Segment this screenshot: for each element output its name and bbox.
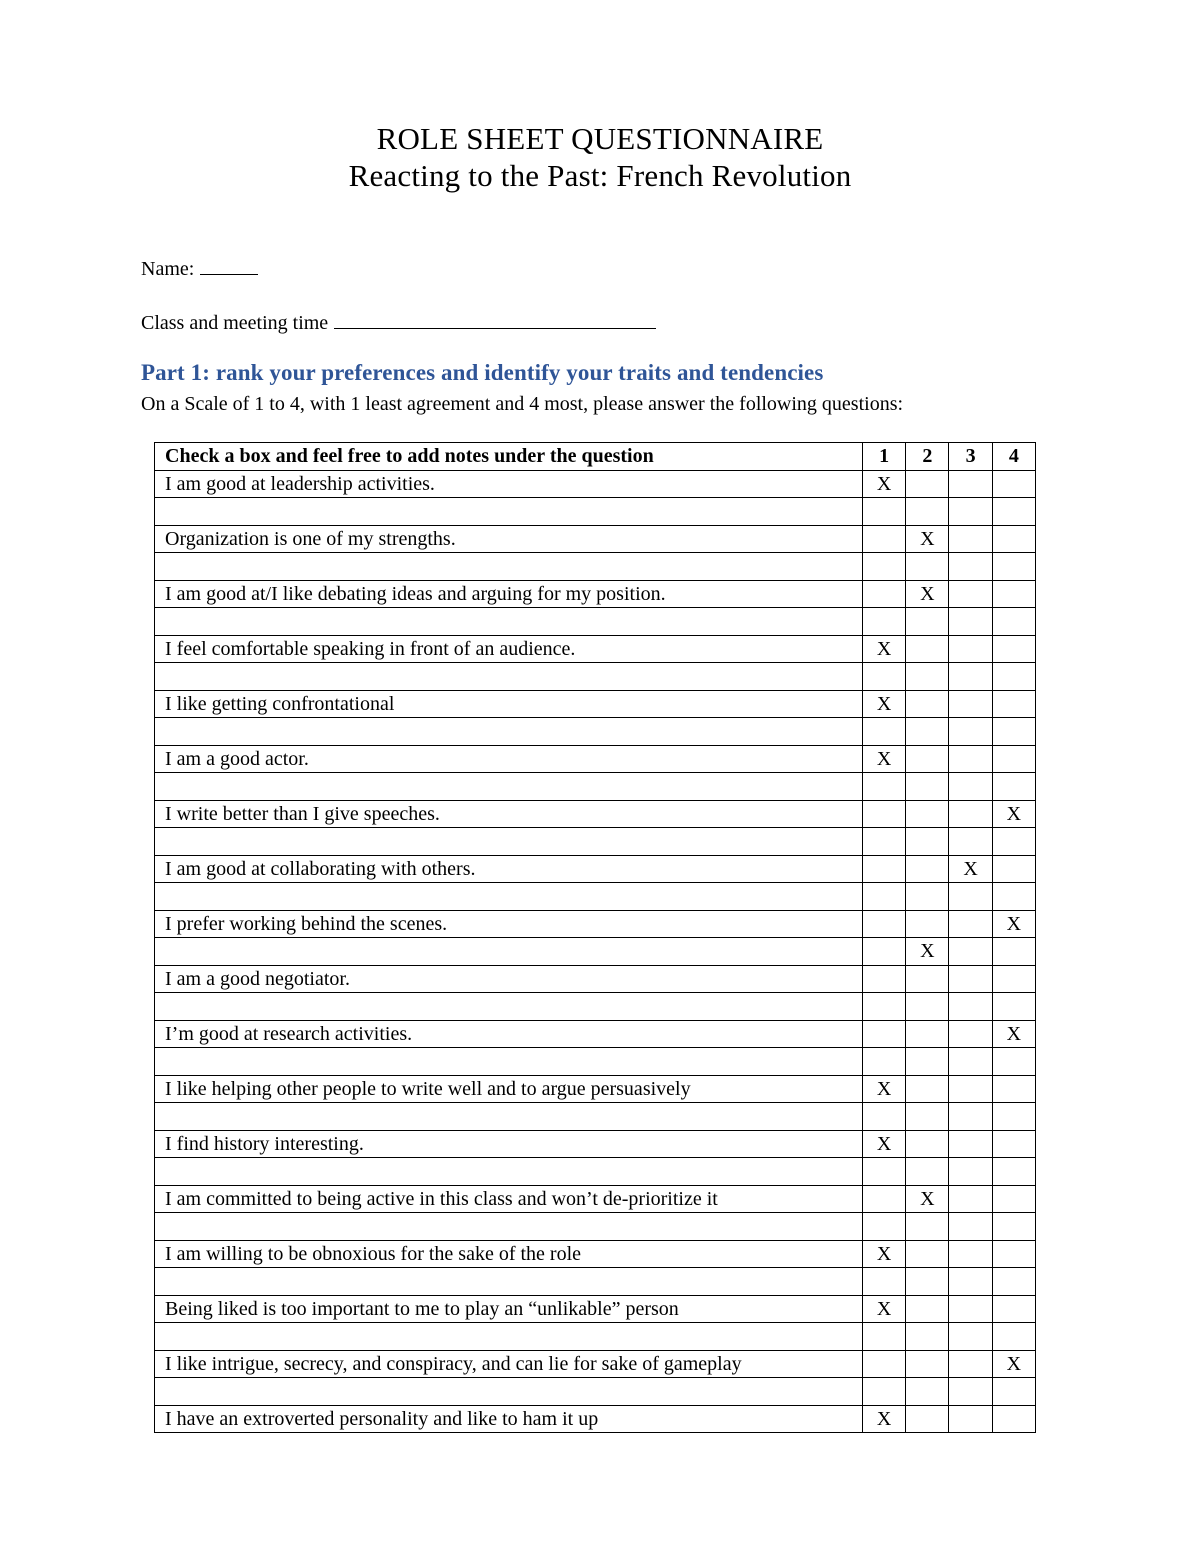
rating-cell-4[interactable]: [992, 580, 1035, 608]
rating-cell-1[interactable]: [863, 855, 906, 883]
rating-cell-3[interactable]: [949, 1405, 992, 1433]
notes-row: [155, 1048, 1036, 1076]
notes-row: [155, 1103, 1036, 1131]
notes-cell[interactable]: [155, 828, 863, 856]
rating-cell-2[interactable]: [906, 1130, 949, 1158]
notes-row: [155, 938, 1036, 966]
rating-cell-3[interactable]: [949, 993, 992, 1021]
notes-row: [155, 1378, 1036, 1406]
rating-cell-4[interactable]: [992, 470, 1035, 498]
rating-cell-1[interactable]: [863, 828, 906, 856]
rating-cell-1[interactable]: [863, 773, 906, 801]
rating-cell-4[interactable]: [992, 635, 1035, 663]
rating-cell-1[interactable]: [863, 993, 906, 1021]
rating-cell-2[interactable]: [906, 1295, 949, 1323]
rating-cell-3[interactable]: [949, 1075, 992, 1103]
notes-cell[interactable]: [155, 608, 863, 636]
rating-cell-1[interactable]: [863, 1268, 906, 1296]
rating-cell-2[interactable]: [906, 498, 949, 526]
header-col-4: 4: [992, 443, 1035, 471]
question-row: [155, 800, 1036, 828]
rating-cell-4[interactable]: [992, 1158, 1035, 1186]
rating-cell-3[interactable]: [949, 745, 992, 773]
rating-cell-3[interactable]: [949, 1295, 992, 1323]
question-text: I am good at leadership activities.: [155, 470, 863, 498]
notes-row: [155, 718, 1036, 746]
rating-cell-3[interactable]: [949, 498, 992, 526]
notes-cell[interactable]: [155, 883, 863, 911]
notes-row: [155, 993, 1036, 1021]
question-text: Organization is one of my strengths.: [155, 525, 863, 553]
notes-row: [155, 498, 1036, 526]
rating-cell-2[interactable]: [906, 1378, 949, 1406]
rating-cell-1[interactable]: [863, 1378, 906, 1406]
question-text: I am good at collaborating with others.: [155, 855, 863, 883]
rating-cell-1[interactable]: [863, 525, 906, 553]
question-row: [155, 1350, 1036, 1378]
rating-cell-2[interactable]: [906, 1103, 949, 1131]
rating-cell-3[interactable]: X: [949, 855, 992, 883]
rating-cell-3[interactable]: [949, 1185, 992, 1213]
rating-cell-3[interactable]: [949, 635, 992, 663]
rating-cell-3[interactable]: [949, 690, 992, 718]
question-text: I find history interesting.: [155, 1130, 863, 1158]
notes-cell[interactable]: [155, 553, 863, 581]
question-row: [155, 855, 1036, 883]
rating-cell-2[interactable]: [906, 690, 949, 718]
rating-cell-1[interactable]: X: [863, 1130, 906, 1158]
question-text: I am a good negotiator.: [155, 965, 863, 993]
name-label: Name:: [141, 258, 195, 280]
rating-cell-4[interactable]: X: [992, 800, 1035, 828]
header-question: Check a box and feel free to add notes under the question: [155, 443, 863, 471]
rating-cell-1[interactable]: X: [863, 470, 906, 498]
rating-cell-3[interactable]: [949, 553, 992, 581]
notes-row: [155, 1323, 1036, 1351]
rating-cell-2[interactable]: [906, 773, 949, 801]
notes-cell[interactable]: [155, 498, 863, 526]
rating-cell-1[interactable]: [863, 910, 906, 938]
rating-cell-2[interactable]: [906, 1020, 949, 1048]
question-text: I am a good actor.: [155, 745, 863, 773]
notes-row: [155, 773, 1036, 801]
rating-cell-1[interactable]: [863, 883, 906, 911]
rating-cell-4[interactable]: [992, 498, 1035, 526]
rating-cell-1[interactable]: [863, 1048, 906, 1076]
rating-cell-3[interactable]: [949, 773, 992, 801]
rating-cell-4[interactable]: [992, 608, 1035, 636]
rating-cell-4[interactable]: X: [992, 1350, 1035, 1378]
rating-cell-2[interactable]: [906, 553, 949, 581]
question-row: [155, 910, 1036, 938]
rating-cell-1[interactable]: [863, 663, 906, 691]
rating-cell-1[interactable]: X: [863, 1240, 906, 1268]
rating-cell-4[interactable]: [992, 553, 1035, 581]
rating-cell-2[interactable]: [906, 1268, 949, 1296]
rating-cell-2[interactable]: X: [906, 525, 949, 553]
rating-cell-3[interactable]: [949, 1268, 992, 1296]
rating-cell-2[interactable]: [906, 828, 949, 856]
notes-row: [155, 608, 1036, 636]
name-blank-line[interactable]: [200, 256, 258, 275]
rating-cell-3[interactable]: [949, 1240, 992, 1268]
rating-cell-2[interactable]: [906, 663, 949, 691]
question-row: [155, 745, 1036, 773]
notes-cell[interactable]: [155, 1103, 863, 1131]
question-text: I feel comfortable speaking in front of an audience.: [155, 635, 863, 663]
question-row: [155, 1020, 1036, 1048]
rating-cell-4[interactable]: [992, 993, 1035, 1021]
question-row: [155, 1295, 1036, 1323]
question-row: [155, 1130, 1036, 1158]
question-row: [155, 525, 1036, 553]
rating-cell-1[interactable]: X: [863, 690, 906, 718]
rating-cell-1[interactable]: [863, 1323, 906, 1351]
rating-cell-4[interactable]: [992, 883, 1035, 911]
rating-cell-3[interactable]: [949, 1020, 992, 1048]
rating-cell-2[interactable]: [906, 855, 949, 883]
rating-cell-1[interactable]: [863, 1185, 906, 1213]
rating-cell-1[interactable]: X: [863, 745, 906, 773]
question-text: I’m good at research activities.: [155, 1020, 863, 1048]
rating-cell-3[interactable]: [949, 1323, 992, 1351]
rating-cell-1[interactable]: [863, 938, 906, 966]
rating-cell-2[interactable]: [906, 1350, 949, 1378]
rating-cell-3[interactable]: [949, 1378, 992, 1406]
rating-cell-4[interactable]: X: [992, 1020, 1035, 1048]
question-text: I am good at/I like debating ideas and arguing for my position.: [155, 580, 863, 608]
rating-cell-3[interactable]: [949, 470, 992, 498]
rating-cell-3[interactable]: [949, 1350, 992, 1378]
rating-cell-4[interactable]: [992, 718, 1035, 746]
rating-cell-1[interactable]: [863, 800, 906, 828]
rating-cell-2[interactable]: [906, 470, 949, 498]
rating-cell-4[interactable]: [992, 690, 1035, 718]
header-col-3: 3: [949, 443, 992, 471]
rating-cell-2[interactable]: [906, 993, 949, 1021]
question-row: [155, 690, 1036, 718]
notes-cell[interactable]: [155, 718, 863, 746]
notes-row: [155, 1158, 1036, 1186]
document-subtitle: Reacting to the Past: French Revolution: [348, 158, 852, 193]
rating-cell-3[interactable]: [949, 938, 992, 966]
notes-cell[interactable]: [155, 1048, 863, 1076]
notes-cell[interactable]: [155, 663, 863, 691]
rating-cell-1[interactable]: X: [863, 1295, 906, 1323]
rating-cell-1[interactable]: [863, 1213, 906, 1241]
rating-cell-4[interactable]: [992, 1213, 1035, 1241]
table-header-row: [155, 443, 1036, 471]
class-label: Class and meeting time: [141, 312, 329, 334]
rating-cell-4[interactable]: [992, 1405, 1035, 1433]
questionnaire-table: [154, 442, 1036, 1433]
rating-cell-3[interactable]: [949, 1158, 992, 1186]
rating-cell-2[interactable]: [906, 910, 949, 938]
document-title-block: [0, 120, 1200, 194]
rating-cell-3[interactable]: [949, 965, 992, 993]
rating-cell-4[interactable]: [992, 1048, 1035, 1076]
rating-cell-2[interactable]: [906, 883, 949, 911]
rating-cell-1[interactable]: [863, 1020, 906, 1048]
rating-cell-2[interactable]: [906, 1213, 949, 1241]
rating-cell-4[interactable]: [992, 1075, 1035, 1103]
question-row: [155, 580, 1036, 608]
question-row: [155, 1185, 1036, 1213]
rating-cell-2[interactable]: X: [906, 1185, 949, 1213]
rating-cell-4[interactable]: [992, 965, 1035, 993]
rating-cell-2[interactable]: [906, 745, 949, 773]
notes-cell[interactable]: [155, 1268, 863, 1296]
rating-cell-1[interactable]: [863, 1103, 906, 1131]
rating-cell-1[interactable]: [863, 965, 906, 993]
rating-cell-1[interactable]: [863, 608, 906, 636]
rating-cell-2[interactable]: X: [906, 580, 949, 608]
class-blank-line[interactable]: [334, 310, 656, 329]
rating-cell-2[interactable]: [906, 1075, 949, 1103]
rating-cell-1[interactable]: X: [863, 1075, 906, 1103]
question-text: I like getting confrontational: [155, 690, 863, 718]
notes-cell[interactable]: [155, 773, 863, 801]
question-row: [155, 1075, 1036, 1103]
rating-cell-1[interactable]: X: [863, 635, 906, 663]
question-row: [155, 1240, 1036, 1268]
rating-cell-1[interactable]: [863, 1350, 906, 1378]
question-row: [155, 1405, 1036, 1433]
rating-cell-3[interactable]: [949, 1048, 992, 1076]
notes-row: [155, 1268, 1036, 1296]
rating-cell-2[interactable]: [906, 965, 949, 993]
notes-row: [155, 1213, 1036, 1241]
rating-cell-4[interactable]: [992, 1268, 1035, 1296]
notes-cell[interactable]: [155, 938, 863, 966]
rating-cell-4[interactable]: [992, 1323, 1035, 1351]
rating-cell-1[interactable]: [863, 718, 906, 746]
rating-cell-3[interactable]: [949, 663, 992, 691]
notes-cell[interactable]: [155, 1213, 863, 1241]
rating-cell-2[interactable]: [906, 718, 949, 746]
rating-cell-4[interactable]: [992, 663, 1035, 691]
question-text: I have an extroverted personality and like to ham it up: [155, 1405, 863, 1433]
instructions: On a Scale of 1 to 4, with 1 least agreement and 4 most, please answer the following questions:: [141, 393, 904, 415]
rating-cell-3[interactable]: [949, 883, 992, 911]
notes-row: [155, 828, 1036, 856]
rating-cell-3[interactable]: [949, 580, 992, 608]
name-field: [141, 256, 258, 281]
rating-cell-4[interactable]: [992, 1378, 1035, 1406]
part-heading: Part 1: rank your preferences and identify your traits and tendencies: [141, 360, 824, 385]
rating-cell-4[interactable]: [992, 1240, 1035, 1268]
rating-cell-1[interactable]: [863, 498, 906, 526]
notes-row: [155, 883, 1036, 911]
rating-cell-2[interactable]: [906, 1405, 949, 1433]
question-row: [155, 965, 1036, 993]
rating-cell-3[interactable]: [949, 525, 992, 553]
rating-cell-4[interactable]: [992, 1103, 1035, 1131]
question-text: I write better than I give speeches.: [155, 800, 863, 828]
document-title: ROLE SHEET QUESTIONNAIRE: [376, 121, 824, 156]
rating-cell-4[interactable]: [992, 1185, 1035, 1213]
rating-cell-2[interactable]: [906, 1158, 949, 1186]
rating-cell-4[interactable]: X: [992, 910, 1035, 938]
notes-cell[interactable]: [155, 1158, 863, 1186]
rating-cell-3[interactable]: [949, 608, 992, 636]
rating-cell-4[interactable]: [992, 828, 1035, 856]
rating-cell-4[interactable]: [992, 1295, 1035, 1323]
rating-cell-2[interactable]: [906, 800, 949, 828]
question-text: I like intrigue, secrecy, and conspiracy, and can lie for sake of gameplay: [155, 1350, 863, 1378]
notes-row: [155, 663, 1036, 691]
header-col-2: 2: [906, 443, 949, 471]
rating-cell-1[interactable]: X: [863, 1405, 906, 1433]
notes-cell[interactable]: [155, 1323, 863, 1351]
rating-cell-1[interactable]: [863, 580, 906, 608]
rating-cell-4[interactable]: [992, 745, 1035, 773]
rating-cell-2[interactable]: [906, 635, 949, 663]
rating-cell-3[interactable]: [949, 910, 992, 938]
rating-cell-1[interactable]: [863, 553, 906, 581]
question-row: [155, 470, 1036, 498]
rating-cell-3[interactable]: [949, 1213, 992, 1241]
question-text: I like helping other people to write well and to argue persuasively: [155, 1075, 863, 1103]
rating-cell-4[interactable]: [992, 773, 1035, 801]
question-text: I prefer working behind the scenes.: [155, 910, 863, 938]
rating-cell-2[interactable]: [906, 1240, 949, 1268]
rating-cell-2[interactable]: [906, 1048, 949, 1076]
header-col-1: 1: [863, 443, 906, 471]
rating-cell-3[interactable]: [949, 1130, 992, 1158]
rating-cell-3[interactable]: [949, 718, 992, 746]
question-text: I am willing to be obnoxious for the sake of the role: [155, 1240, 863, 1268]
rating-cell-4[interactable]: [992, 525, 1035, 553]
rating-cell-3[interactable]: [949, 800, 992, 828]
rating-cell-4[interactable]: [992, 1130, 1035, 1158]
rating-cell-2[interactable]: [906, 608, 949, 636]
notes-row: [155, 553, 1036, 581]
rating-cell-3[interactable]: [949, 1103, 992, 1131]
rating-cell-2[interactable]: [906, 1323, 949, 1351]
notes-cell[interactable]: [155, 993, 863, 1021]
question-text: I am committed to being active in this class and won’t de-prioritize it: [155, 1185, 863, 1213]
class-field: [141, 310, 656, 335]
rating-cell-3[interactable]: [949, 828, 992, 856]
rating-cell-2[interactable]: X: [906, 938, 949, 966]
question-text: Being liked is too important to me to play an “unlikable” person: [155, 1295, 863, 1323]
rating-cell-4[interactable]: [992, 938, 1035, 966]
notes-cell[interactable]: [155, 1378, 863, 1406]
rating-cell-4[interactable]: [992, 855, 1035, 883]
rating-cell-1[interactable]: [863, 1158, 906, 1186]
question-row: [155, 635, 1036, 663]
